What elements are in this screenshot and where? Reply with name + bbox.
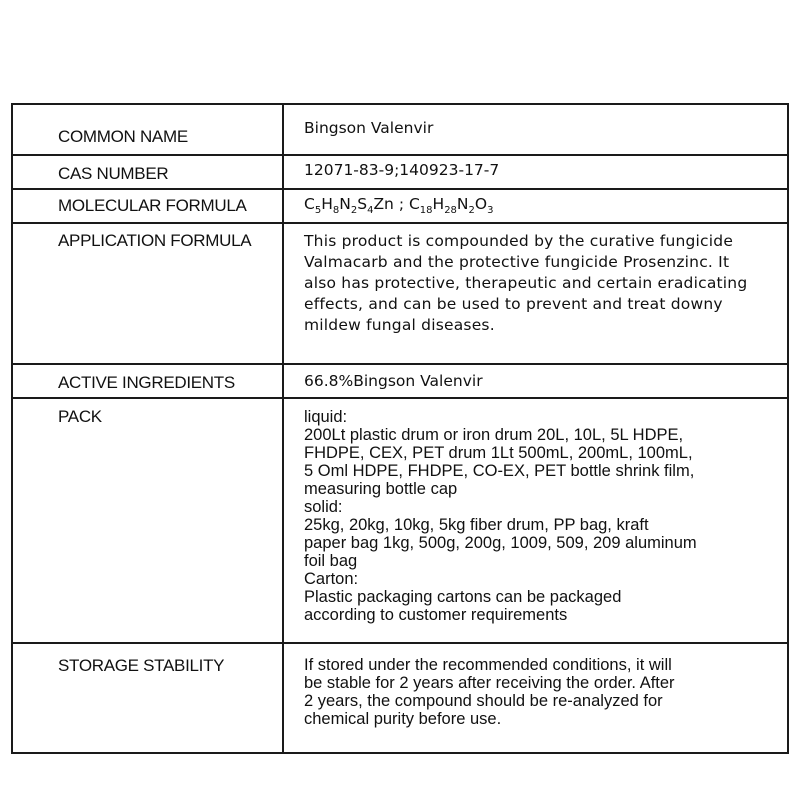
row-common-name bbox=[12, 104, 788, 155]
text-line: 200Lt plastic drum or iron drum 20L, 10L, 5L HDPE, bbox=[304, 426, 684, 444]
row-application-formula bbox=[12, 223, 788, 364]
common-name-value: Bingson Valenvir bbox=[304, 119, 434, 137]
application-formula-label: APPLICATION FORMULA bbox=[58, 231, 252, 250]
text-line: FHDPE, CEX, PET drum 1Lt 500mL, 200mL, 100mL, bbox=[304, 444, 693, 462]
active-ingredients-label: ACTIVE INGREDIENTS bbox=[58, 373, 235, 392]
formula-2: $C_{18}H_{28}N_2O_3$ bbox=[408, 195, 494, 216]
molecular-formula-label: MOLECULAR FORMULA bbox=[58, 196, 247, 215]
row-storage-stability bbox=[12, 643, 788, 753]
row-pack bbox=[12, 398, 788, 643]
text-line: solid: bbox=[304, 498, 343, 516]
formula-1: $C_5H_8N_2S_4Zn$ bbox=[304, 195, 394, 216]
active-ingredients-value: 66.8%Bingson Valenvir bbox=[304, 372, 483, 390]
molecular-formula-value bbox=[304, 190, 779, 216]
text-line: liquid: bbox=[304, 408, 348, 426]
application-formula-text bbox=[304, 224, 779, 336]
text-line: If stored under the recommended conditions, it will bbox=[304, 656, 672, 674]
formula-separator: ; bbox=[393, 195, 409, 213]
storage-stability-label: STORAGE STABILITY bbox=[58, 656, 225, 675]
row-active-ingredients bbox=[12, 364, 788, 398]
text-line: paper bag 1kg, 500g, 200g, 1009, 509, 209 aluminum bbox=[304, 534, 697, 552]
text-line: 5 Oml HDPE, FHDPE, CO-EX, PET bottle shrink film, bbox=[304, 462, 695, 480]
cas-number-label: CAS NUMBER bbox=[58, 164, 169, 183]
text-line: 2 years, the compound should be re-analyzed for bbox=[304, 692, 663, 710]
row-cas-number bbox=[12, 155, 788, 189]
text-line: 25kg, 20kg, 10kg, 5kg fiber drum, PP bag, kraft bbox=[304, 516, 649, 534]
text-line: Plastic packaging cartons can be packaged bbox=[304, 588, 622, 606]
text-line: be stable for 2 years after receiving the order. After bbox=[304, 674, 675, 692]
text-line: measuring bottle cap bbox=[304, 480, 458, 498]
text-line: Valmacarb and the protective fungicide Prosenzinc. It bbox=[304, 253, 730, 271]
text-line: mildew fungal diseases. bbox=[304, 316, 495, 334]
text-line: also has protective, therapeutic and certain eradicating bbox=[304, 274, 748, 292]
text-line: foil bag bbox=[304, 552, 358, 570]
text-line: Carton: bbox=[304, 570, 359, 588]
text-line: effects, and can be used to prevent and treat downy bbox=[304, 295, 723, 313]
row-molecular-formula bbox=[12, 189, 788, 223]
pack-label: PACK bbox=[58, 407, 102, 426]
text-line: according to customer requirements bbox=[304, 606, 568, 624]
cas-number-value: 12071-83-9;140923-17-7 bbox=[304, 161, 500, 179]
text-line: This product is compounded by the curative fungicide bbox=[304, 232, 734, 250]
common-name-label: COMMON NAME bbox=[58, 127, 188, 146]
storage-stability-text bbox=[304, 644, 779, 728]
text-line: chemical purity before use. bbox=[304, 710, 502, 728]
spec-table bbox=[11, 103, 789, 754]
pack-text bbox=[304, 399, 779, 624]
